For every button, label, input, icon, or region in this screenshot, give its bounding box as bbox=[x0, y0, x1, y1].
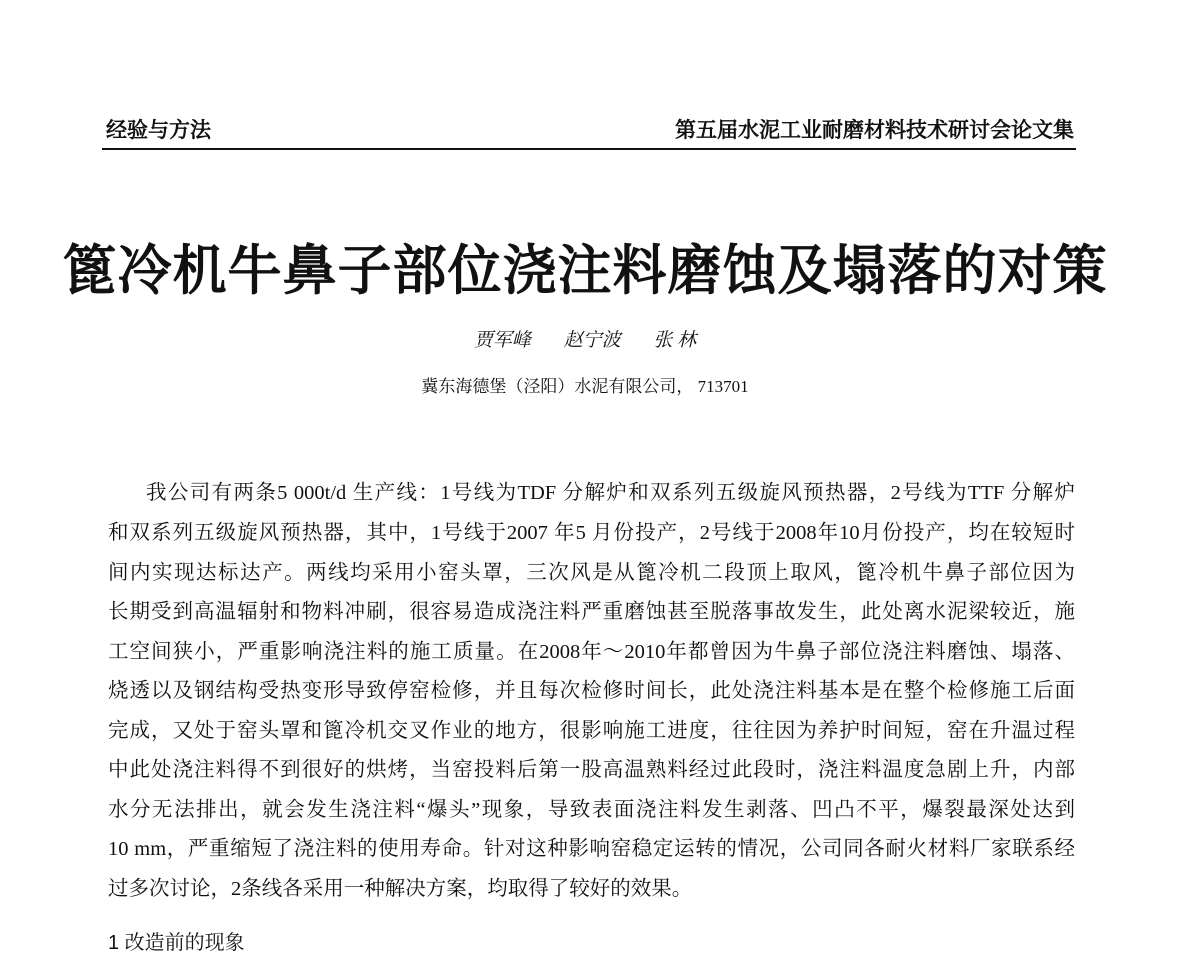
body-line: 完成，又处于窑头罩和篦冷机交叉作业的地方，很影响施工进度，往往因为养护时间短，窑在升温过程 bbox=[108, 720, 1075, 742]
header-rule bbox=[102, 148, 1076, 150]
body-line: 间内实现达标达产。两线均采用小窑头罩，三次风是从篦冷机二段顶上取风，篦冷机牛鼻子部位因为 bbox=[108, 562, 1075, 584]
author: 赵宁波 bbox=[563, 330, 621, 351]
running-header-right: 第五届水泥工业耐磨材料技术研讨会论文集 bbox=[675, 119, 1074, 142]
author: 张 林 bbox=[653, 330, 697, 351]
author: 贾军峰 bbox=[473, 330, 531, 351]
affiliation: 冀东海德堡（泾阳）水泥有限公司， 713701 bbox=[421, 377, 749, 396]
body-line: 水分无法排出，就会发生浇注料“爆头”现象，导致表面浇注料发生剥落、凹凸不平，爆裂最深处达到 bbox=[108, 799, 1075, 821]
section-heading: 1 改造前的现象 bbox=[108, 932, 245, 954]
body-line: 我公司有两条5 000t/d 生产线：1号线为TDF 分解炉和双系列五级旋风预热器，2号线为TTF 分解炉 bbox=[146, 482, 1075, 504]
body-line: 烧透以及钢结构受热变形导致停窑检修，并且每次检修时间长，此处浇注料基本是在整个检修施工后面 bbox=[108, 680, 1075, 702]
authors bbox=[0, 325, 1170, 352]
body-line: 工空间狭小，严重影响浇注料的施工质量。在2008年～2010年都曾因为牛鼻子部位浇注料磨蚀、塌落、 bbox=[108, 641, 1075, 663]
body-line: 中此处浇注料得不到很好的烘烤，当窑投料后第一股高温熟料经过此段时，浇注料温度急剧上升，内部 bbox=[108, 759, 1075, 781]
body-line: 10 mm，严重缩短了浇注料的使用寿命。针对这种影响窑稳定运转的情况，公司同各耐火材料厂家联系经 bbox=[108, 838, 1075, 860]
body-line: 和双系列五级旋风预热器，其中，1号线于2007 年5 月份投产，2号线于2008年10月份投产，均在较短时 bbox=[108, 522, 1075, 544]
running-header-left: 经验与方法 bbox=[106, 119, 211, 142]
paper-title: 篦冷机牛鼻子部位浇注料磨蚀及塌落的对策 bbox=[62, 241, 1108, 301]
body-line: 过多次讨论，2条线各采用一种解决方案，均取得了较好的效果。 bbox=[108, 878, 693, 900]
body-line: 长期受到高温辐射和物料冲刷，很容易造成浇注料严重磨蚀甚至脱落事故发生，此处离水泥梁较近，施 bbox=[108, 601, 1075, 623]
